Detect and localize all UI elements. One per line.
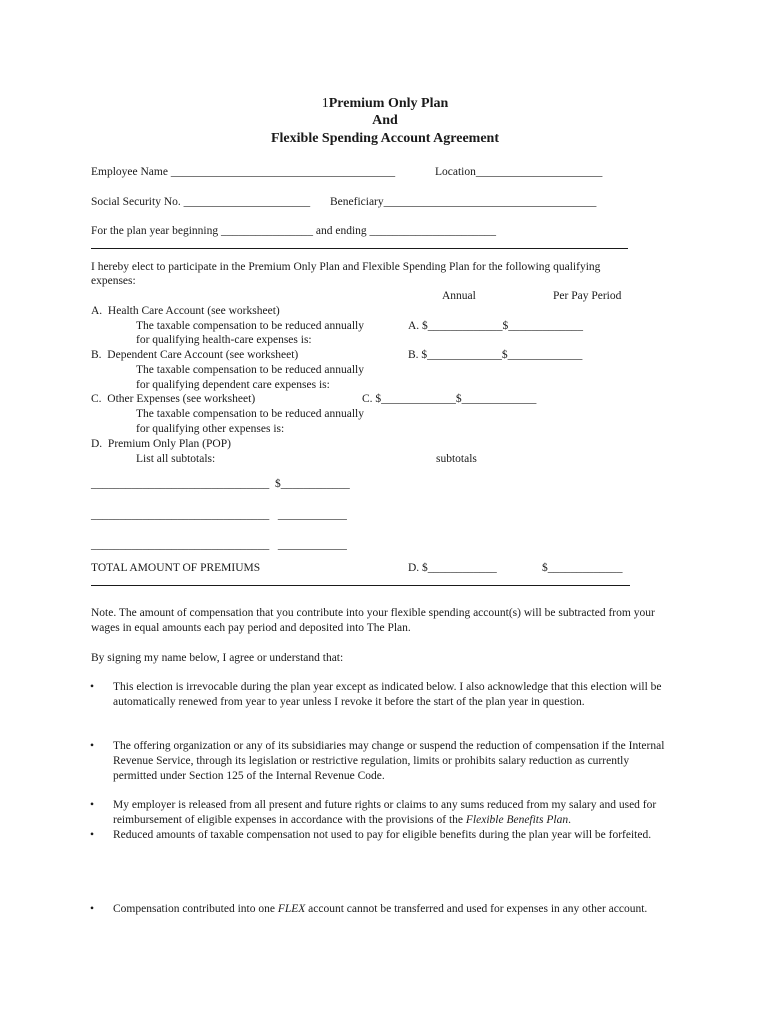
- bullet-5-marker: •: [90, 903, 95, 915]
- beneficiary-field[interactable]: Beneficiary_____________________________________: [330, 196, 597, 208]
- premium-only-plan-title: D. Premium Only Plan (POP): [91, 438, 231, 450]
- column-header-per-pay-period: Per Pay Period: [553, 290, 622, 302]
- dependent-care-desc-1: The taxable compensation to be reduced annually: [136, 364, 364, 376]
- title-prefix: 1: [321, 96, 329, 111]
- total-per-pay-field[interactable]: $_____________: [542, 562, 623, 574]
- bullet-5-post: account cannot be transferred and used for expenses in any other account.: [305, 903, 648, 915]
- note-paragraph: Note. The amount of compensation that you contribute into your flexible spending account(s) will be subtracted from your wages in equal amounts each pay period and deposited into The Plan.: [91, 607, 655, 634]
- health-care-desc-2: for qualifying health-care expenses is:: [136, 334, 312, 346]
- bullet-3-text: [113, 798, 673, 828]
- health-care-desc-1: The taxable compensation to be reduced annually: [136, 320, 364, 332]
- subtotal-line-2[interactable]: _______________________________ ____________: [91, 509, 347, 521]
- document-title: [0, 96, 770, 111]
- election-intro-line-2: expenses:: [91, 275, 136, 287]
- divider-bottom: [91, 585, 630, 586]
- title-line-1: Premium Only Plan: [328, 96, 449, 111]
- bullet-2-marker: •: [90, 740, 95, 752]
- dependent-care-amount-fields[interactable]: B. $_____________$_____________: [408, 349, 583, 361]
- bullet-3-end: .: [568, 814, 571, 826]
- bullet-3-main: My employer is released from all present and future rights or claims to any sums reduced from my salary and used for reimbursement of eligible expenses in accordance with the provisions of the: [113, 799, 657, 826]
- other-expenses-desc-1: The taxable compensation to be reduced annually: [136, 408, 364, 420]
- premium-only-plan-desc: List all subtotals:: [136, 453, 216, 465]
- divider-top: [91, 248, 628, 249]
- bullet-3-marker: •: [90, 799, 95, 811]
- other-expenses-title: C. Other Expenses (see worksheet): [91, 393, 256, 405]
- title-line-2: And: [372, 113, 398, 128]
- employee-name-field[interactable]: Employee Name _______________________________________: [91, 166, 396, 178]
- bullet-4-text: Reduced amounts of taxable compensation not used to pay for eligible benefits during the plan year will be forfeited.: [113, 829, 652, 841]
- bullet-4-marker: •: [90, 829, 95, 841]
- column-header-annual: Annual: [442, 290, 476, 302]
- flex-italic: FLEX: [277, 903, 306, 915]
- bullet-1-marker: •: [90, 681, 95, 693]
- flexible-benefits-plan-italic: Flexible Benefits Plan: [465, 814, 569, 826]
- plan-year-field[interactable]: For the plan year beginning ________________ and ending ______________________: [91, 225, 497, 237]
- health-care-account-title: A. Health Care Account (see worksheet): [91, 305, 280, 317]
- total-annual-field[interactable]: D. $____________: [408, 562, 497, 574]
- subtotal-line-1[interactable]: _______________________________ $____________: [91, 478, 350, 490]
- subtotal-line-3[interactable]: _______________________________ ____________: [91, 539, 347, 551]
- dependent-care-desc-2: for qualifying dependent care expenses is:: [136, 379, 330, 391]
- election-intro-line-1: I hereby elect to participate in the Premium Only Plan and Flexible Spending Plan for the following qualifying: [91, 261, 601, 273]
- bullet-1-text: This election is irrevocable during the plan year except as indicated below. I also acknowledge that this election will be automatically renewed from year to year unless I revoke it before the start of the plan year in question.: [113, 681, 662, 708]
- other-expenses-desc-2: for qualifying other expenses is:: [136, 423, 285, 435]
- ssn-field[interactable]: Social Security No. ______________________: [91, 196, 311, 208]
- total-premiums-label: TOTAL AMOUNT OF PREMIUMS: [91, 562, 261, 574]
- subtotals-label: subtotals: [436, 453, 477, 465]
- agreement-intro: By signing my name below, I agree or understand that:: [91, 652, 344, 664]
- other-expenses-amount-fields[interactable]: C. $_____________$_____________: [362, 393, 537, 405]
- dependent-care-account-title: B. Dependent Care Account (see worksheet): [91, 349, 299, 361]
- title-line-3: Flexible Spending Account Agreement: [270, 131, 500, 146]
- bullet-5-pre: Compensation contributed into one: [113, 903, 278, 915]
- bullet-5-text: [113, 902, 673, 917]
- health-care-amount-fields[interactable]: A. $_____________$_____________: [408, 320, 584, 332]
- location-field[interactable]: Location______________________: [435, 166, 603, 178]
- bullet-2-text: The offering organization or any of its subsidiaries may change or suspend the reduction of compensation if the Internal Revenue Service, through its legislation or restrictive regulation, limits or prohibits salary reduction as currently permitted under Section 125 of the Internal Revenue Code.: [113, 740, 665, 782]
